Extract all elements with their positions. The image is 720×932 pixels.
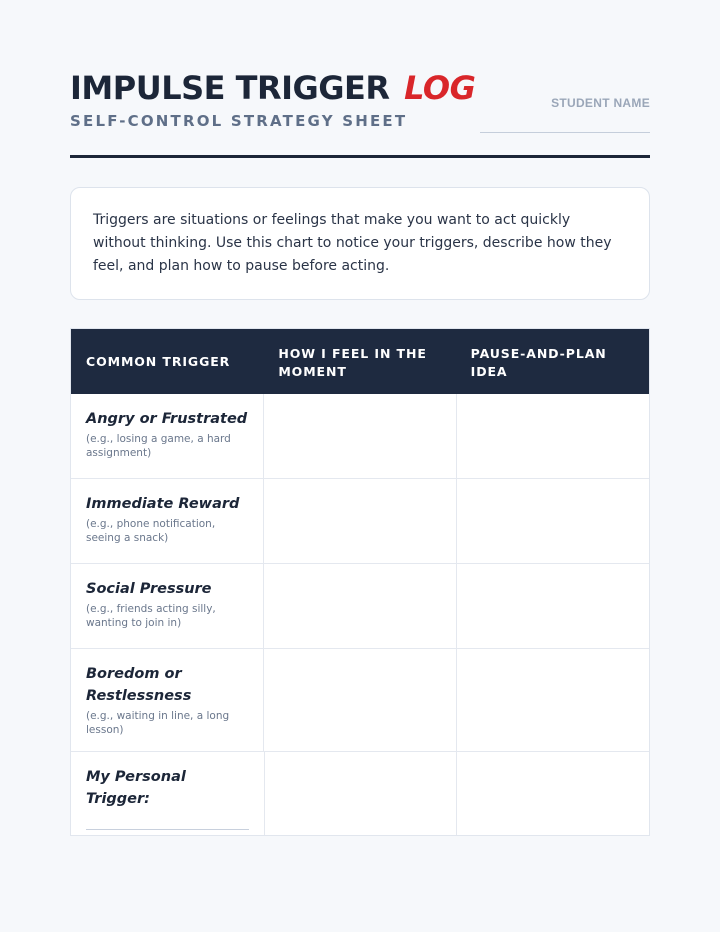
trigger-cell xyxy=(71,564,263,648)
title-accent: LOG xyxy=(404,69,476,107)
table-header xyxy=(71,329,649,394)
page-subtitle: SELF-CONTROL STRATEGY SHEET xyxy=(70,112,408,130)
intro-text: Triggers are situations or feelings that make you want to act quickly without thinking. Use this chart to notice your triggers, describe how they feel, and plan how to pause before acting. xyxy=(93,212,612,274)
student-name-field[interactable] xyxy=(480,132,650,133)
trigger-example: (e.g., friends acting silly, wanting to join in) xyxy=(86,603,216,629)
feeling-cell[interactable] xyxy=(263,479,455,563)
trigger-name: Immediate Reward xyxy=(86,496,240,512)
trigger-name: Boredom or Restlessness xyxy=(86,666,192,704)
student-name-label: STUDENT NAME xyxy=(551,96,650,110)
title-main: IMPULSE TRIGGER xyxy=(70,69,390,107)
plan-cell[interactable] xyxy=(456,564,649,648)
column-header-plan: PAUSE-AND-PLAN IDEA xyxy=(470,346,607,379)
column-header-trigger: COMMON TRIGGER xyxy=(86,353,231,369)
trigger-name: Social Pressure xyxy=(86,581,212,597)
table-row xyxy=(71,478,649,563)
trigger-example: (e.g., phone notification, seeing a snack) xyxy=(86,518,216,544)
header-divider xyxy=(70,155,650,158)
trigger-cell xyxy=(71,752,264,835)
table-row xyxy=(71,648,649,751)
table-row xyxy=(71,751,649,835)
student-name-area xyxy=(480,96,650,133)
trigger-name: Angry or Frustrated xyxy=(86,411,248,427)
worksheet-page xyxy=(70,0,650,807)
page-title xyxy=(70,68,475,108)
trigger-cell xyxy=(71,479,263,563)
trigger-cell xyxy=(71,649,263,751)
personal-trigger-field[interactable] xyxy=(86,829,249,830)
plan-cell[interactable] xyxy=(456,649,649,751)
plan-cell[interactable] xyxy=(456,752,649,835)
trigger-cell xyxy=(71,394,263,478)
trigger-example: (e.g., waiting in line, a long lesson) xyxy=(86,710,230,736)
feeling-cell[interactable] xyxy=(263,649,455,751)
column-header-feeling: HOW I FEEL IN THE MOMENT xyxy=(278,346,427,379)
trigger-example: (e.g., losing a game, a hard assignment) xyxy=(86,433,231,459)
intro-card xyxy=(70,187,650,300)
feeling-cell[interactable] xyxy=(263,394,455,478)
table-row xyxy=(71,394,649,478)
worksheet-header xyxy=(70,0,650,158)
feeling-cell[interactable] xyxy=(264,752,456,835)
feeling-cell[interactable] xyxy=(263,564,455,648)
trigger-name: My Personal Trigger: xyxy=(86,769,186,807)
plan-cell[interactable] xyxy=(456,394,649,478)
table-row xyxy=(71,563,649,648)
plan-cell[interactable] xyxy=(456,479,649,563)
trigger-table xyxy=(70,328,650,836)
